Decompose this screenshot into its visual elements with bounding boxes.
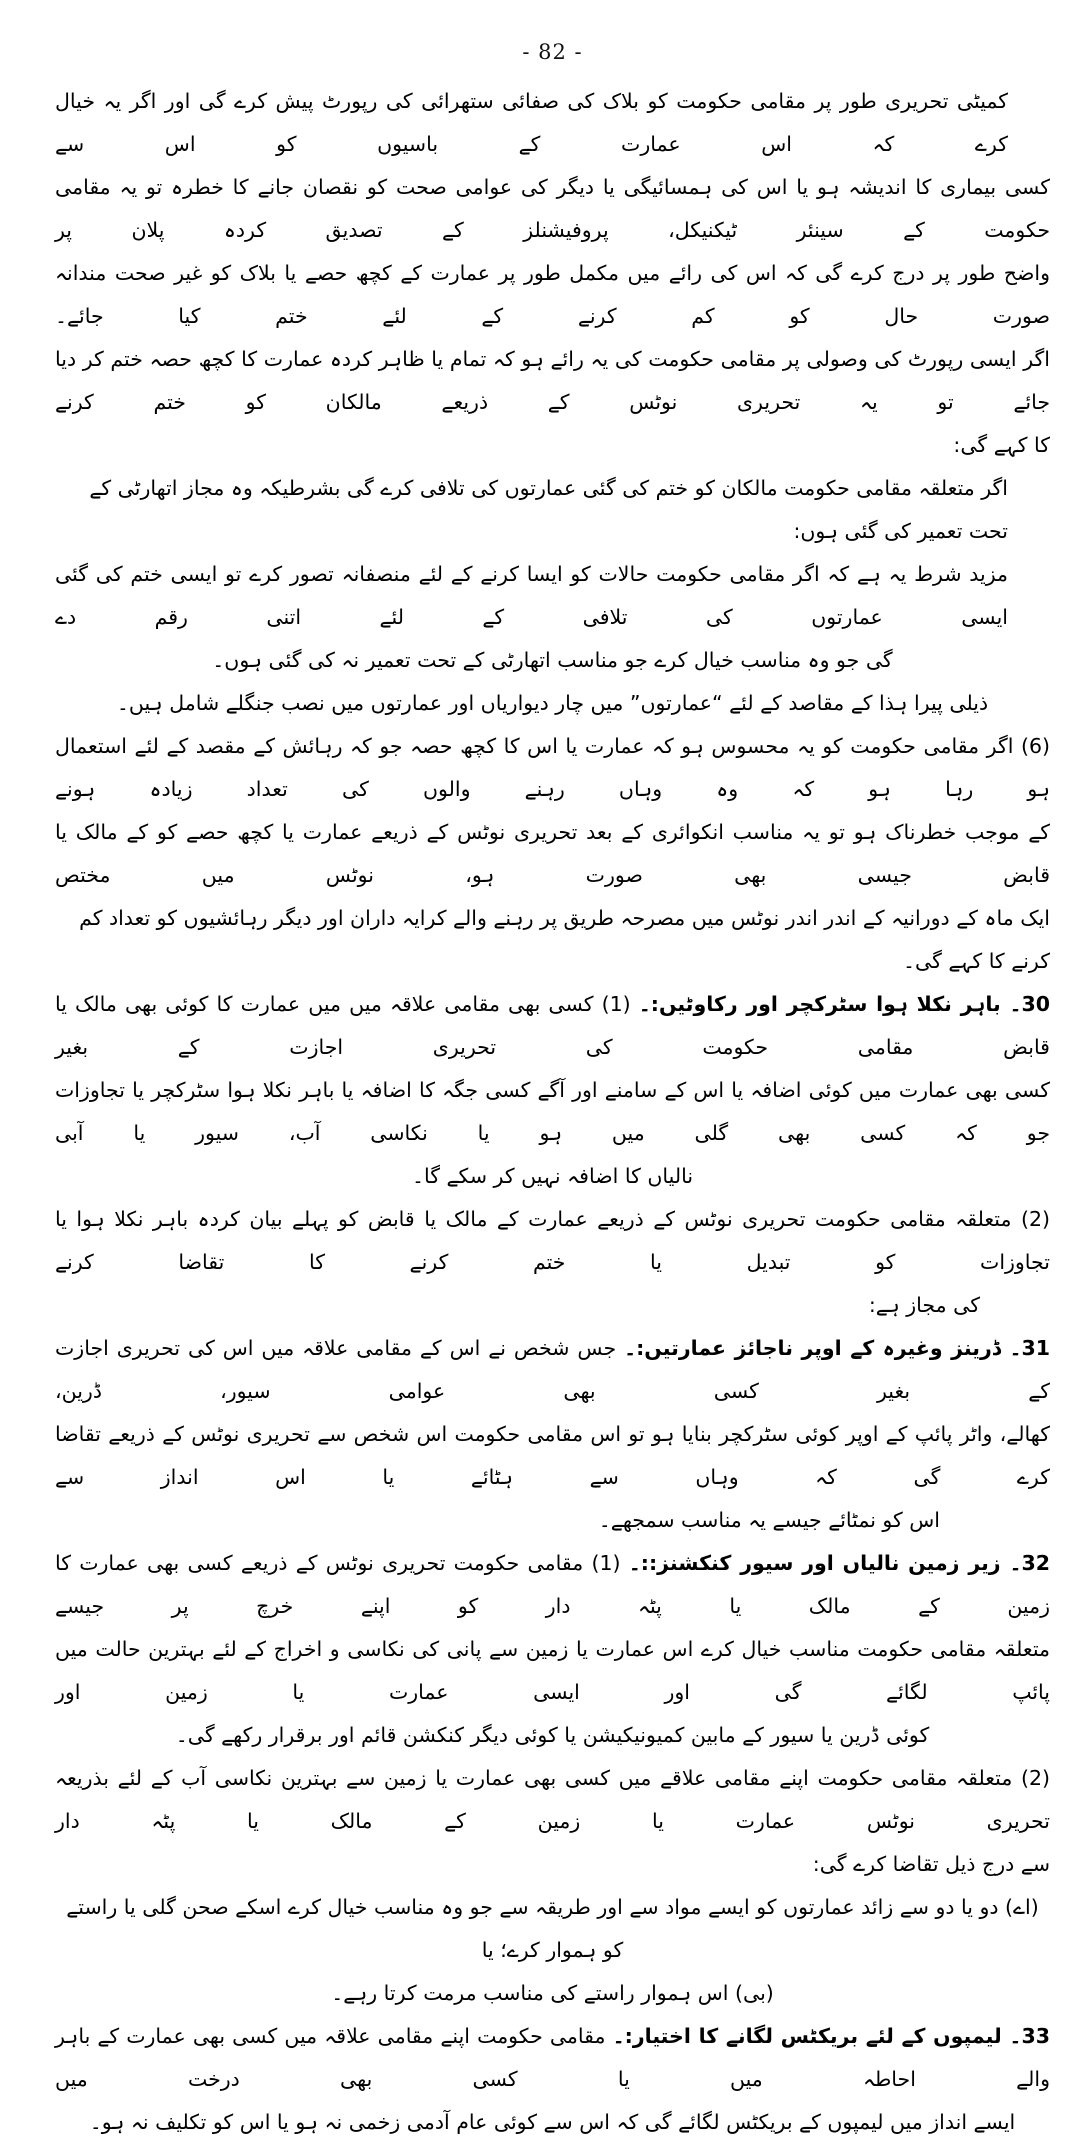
paragraph: [55, 338, 1050, 467]
text-line: متعلقہ مقامی حکومت مناسب خیال کرے اس عمارت یا زمین سے پانی کی نکاسی و اخراج کے لئے بہترین حالت میں پائپ لگائے گی اور ایسی عمارت یا زمین اور: [55, 1637, 1050, 1704]
text-line: کمیٹی تحریری طور پر مقامی حکومت کو بلاک کی صفائی ستھرائی کی رپورٹ پیش کرے گی اور اگر یہ خیال کرے کہ اس عمارت کے باسیوں کو اس سے: [55, 89, 1008, 156]
text-line: [55, 1542, 1050, 1628]
text-line: کسی بھی عمارت میں کوئی اضافہ یا اس کے سامنے اور آگے کسی جگہ کا اضافہ یا باہر نکلا ہوا سٹرکچر یا تجاوزات جو کہ کسی بھی گلی میں ہو یا نکاسی آب، سیور یا آبی: [55, 1078, 1050, 1145]
paragraph: [55, 80, 1050, 338]
text-line: ایسے انداز میں لیمپوں کے بریکٹس لگائے گی کہ اس سے کوئی عام آدمی زخمی نہ ہو یا اس کو تکلیف نہ ہو۔: [89, 2110, 1016, 2134]
paragraph: [55, 1198, 1050, 1327]
text-line: کوئی ڈرین یا سیور کے مابین کمیونیکیشن یا کوئی دیگر کنکشن قائم اور برقرار رکھے گی۔: [175, 1723, 930, 1747]
text-line: کی مجاز ہے:: [868, 1293, 980, 1317]
text-line: [55, 2015, 1050, 2101]
text-line: اگر ایسی رپورٹ کی وصولی پر مقامی حکومت کی یہ رائے ہو کہ تمام یا ظاہر کردہ عمارت کا کچھ حصہ ختم کر دیا جائے تو یہ تحریری نوٹس کے ذریعے مالکان کو ختم کرنے: [55, 347, 1050, 414]
section-heading: 30۔ باہر نکلا ہوا سٹرکچر اور رکاوٹیں:۔: [638, 992, 1050, 1016]
section-text: مقامی حکومت اپنے مقامی علاقہ میں کسی بھی عمارت کے باہر والے احاطہ میں یا کسی بھی درخت میں: [55, 2024, 1050, 2091]
section-33: [55, 2015, 1050, 2144]
text-line: مزید شرط یہ ہے کہ اگر مقامی حکومت حالات کو ایسا کرنے کے لئے منصفانہ تصور کرے تو ایسی ختم کی گئی ایسی عمارتوں کی تلافی کے لئے اتنی رقم دے: [55, 562, 1008, 629]
text-line: (بی) اس ہموار راستے کی مناسب مرمت کرتا رہے۔: [331, 1981, 774, 2005]
text-line: کھالے، واٹر پائپ کے اوپر کوئی سٹرکچر بنایا ہو تو اس مقامی حکومت اس شخص سے تحریری نوٹس کے ذریعے تقاضا کرے گی کہ وہاں سے ہٹائے یا اس انداز سے: [55, 1422, 1050, 1489]
text-line: اگر متعلقہ مقامی حکومت مالکان کو ختم کی گئی عمارتوں کی تلافی کرے گی بشرطیکہ وہ مجاز اتھارٹی کے تحت تعمیر کی گئی ہوں:: [89, 476, 1008, 543]
text-line: ذیلی پیرا ہذا کے مقاصد کے لئے “عمارتوں” میں چار دیواریاں اور عمارتوں میں نصب جنگلے شامل ہیں۔: [116, 691, 989, 715]
text-line: واضح طور پر درج کرے گی کہ اس کی رائے میں مکمل طور پر عمارت کے کچھ حصے یا بلاک کو غیر صحت مندانہ صورت حال کو کم کرنے کے لئے ختم کیا جائے۔: [55, 261, 1050, 328]
section-31: [55, 1327, 1050, 1542]
subclause-a: [55, 1886, 1050, 1972]
text-line: کسی بیماری کا اندیشہ ہو یا اس کی ہمسائیگی یا دیگر کی عوامی صحت کو نقصان جانے کا خطرہ تو یہ مقامی حکومت کے سینئر ٹیکنیکل، پروفیشنلز کے تصدیق کردہ پلان پر: [55, 175, 1050, 242]
subclause-b: [55, 1972, 1050, 2015]
document-body: [55, 80, 1050, 2144]
section-32: [55, 1542, 1050, 1757]
paragraph: [55, 1757, 1050, 1886]
text-line: ایک ماہ کے دورانیہ کے اندر اندر نوٹس میں مصرحہ طریق پر رہنے والے کرایہ داران اور دیگر رہائشیوں کو تعداد کم کرنے کا کہے گی۔: [79, 906, 1050, 973]
section-text: (1) کسی بھی مقامی علاقہ میں میں عمارت کا کوئی بھی مالک یا قابض مقامی حکومت کی تحریری اجازت کے بغیر: [55, 992, 1050, 1059]
text-line: سے درج ذیل تقاضا کرے گی:: [812, 1852, 1050, 1876]
text-line: اس کو نمٹائے جیسے یہ مناسب سمجھے۔: [598, 1508, 940, 1532]
paragraph: [55, 467, 1050, 553]
section-text: جس شخص نے اس کے مقامی علاقہ میں اس کی تحریری اجازت کے بغیر کسی بھی عوامی سیور، ڈرین،: [55, 1336, 1050, 1403]
text-line: نالیاں کا اضافہ نہیں کر سکے گا۔: [411, 1164, 694, 1188]
section-text: (1) مقامی حکومت تحریری نوٹس کے ذریعے کسی بھی عمارت کا زمین کے مالک یا پٹہ دار کو اپنے خرچ پر جیسے: [55, 1551, 1050, 1618]
paragraph: [55, 682, 1050, 725]
text-line: گی جو وہ مناسب خیال کرے جو مناسب اتھارٹی کے تحت تعمیر نہ کی گئی ہوں۔: [212, 648, 893, 672]
section-30: [55, 983, 1050, 1198]
paragraph: [55, 553, 1050, 682]
section-heading: 31۔ ڈرینز وغیرہ کے اوپر ناجائز عمارتیں:۔: [624, 1336, 1050, 1360]
text-line: کا کہے گی:: [953, 433, 1050, 457]
text-line: (اے) دو یا دو سے زائد عمارتوں کو ایسے مواد سے اور طریقہ سے جو وہ مناسب خیال کرے اسکے صحن گلی یا راستے کو ہموار کرے؛ یا: [66, 1895, 1039, 1962]
paragraph: [55, 725, 1050, 983]
text-line: [55, 983, 1050, 1069]
page-number: - 82 -: [522, 40, 583, 64]
text-line: (2) متعلقہ مقامی حکومت تحریری نوٹس کے ذریعے عمارت کے مالک یا قابض کو پہلے بیان کردہ باہر نکلا ہوا یا تجاوزات کو تبدیل یا ختم کرنے کا تقاضا کرنے: [55, 1207, 1050, 1274]
text-line: (2) متعلقہ مقامی حکومت اپنے مقامی علاقے میں کسی بھی عمارت یا زمین سے بہترین نکاسی آب کے لئے بذریعہ تحریری نوٹس عمارت یا زمین کے مالک یا پٹہ دار: [55, 1766, 1050, 1833]
text-line: (6) اگر مقامی حکومت کو یہ محسوس ہو کہ عمارت یا اس کا کچھ حصہ جو کہ رہائش کے مقصد کے لئے استعمال ہو رہا ہو کہ وہ وہاں رہنے والوں کی تعداد زیادہ ہونے: [55, 734, 1050, 801]
section-heading: 33۔ لیمپوں کے لئے بریکٹس لگانے کا اختیار:۔: [612, 2024, 1050, 2048]
text-line: کے موجب خطرناک ہو تو یہ مناسب انکوائری کے بعد تحریری نوٹس کے ذریعے عمارت یا کچھ حصے کو کے مالک یا قابض جیسی بھی صورت ہو، نوٹس میں مختص: [55, 820, 1050, 887]
section-heading: 32۔ زیر زمین نالیاں اور سیور کنکشنز::۔: [628, 1551, 1050, 1575]
text-line: [55, 1327, 1050, 1413]
